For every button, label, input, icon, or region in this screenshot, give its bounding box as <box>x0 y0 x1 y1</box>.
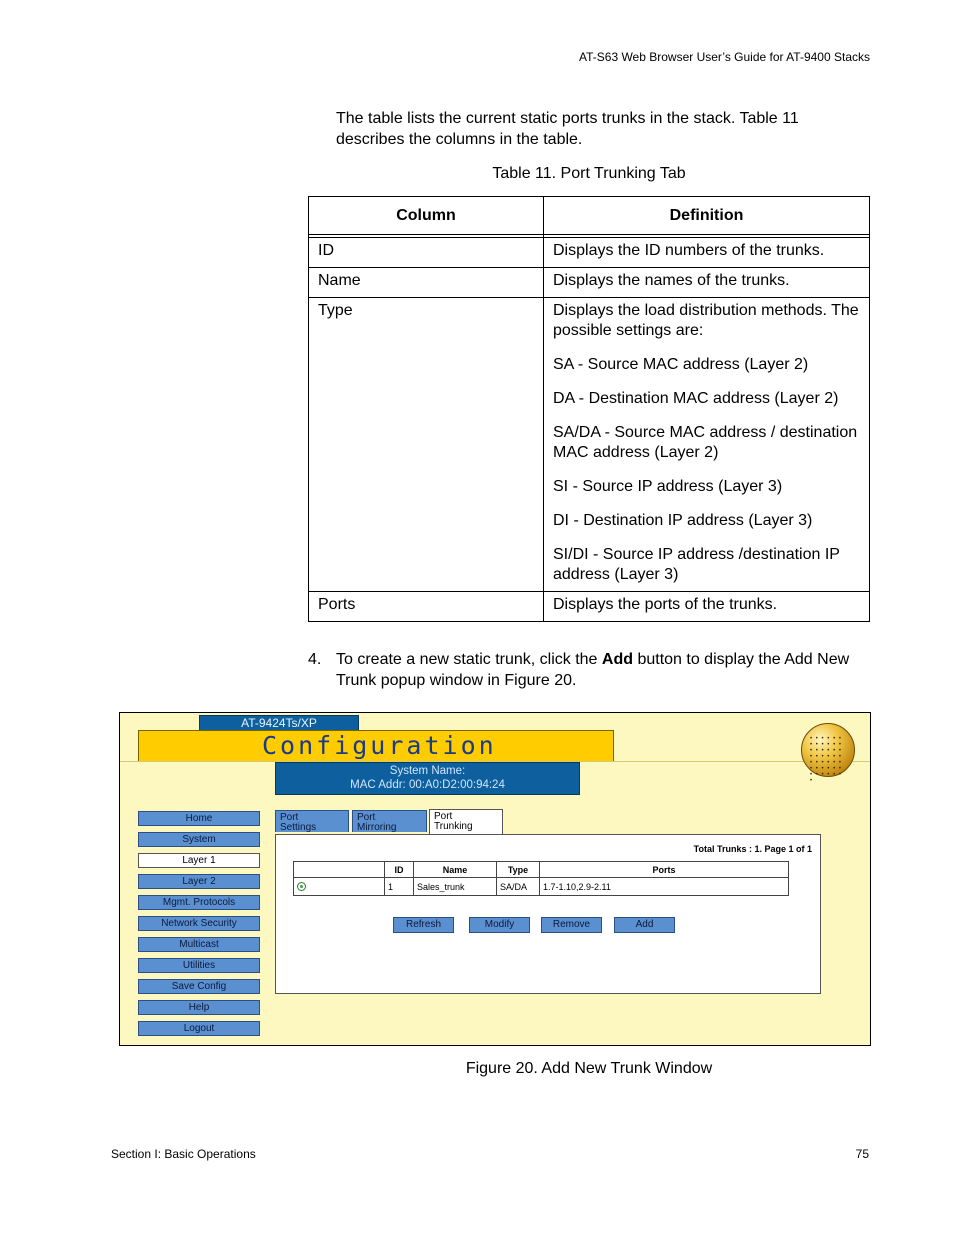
nav-layer-1[interactable]: Layer 1 <box>138 853 260 868</box>
tab-port-settings[interactable]: Port Settings <box>275 810 349 832</box>
figure-screenshot <box>119 712 871 1046</box>
nav-help[interactable]: Help <box>138 1000 260 1015</box>
step-text: To create a new static trunk, click the Add button to display the Add New Trunk popup window in Figure 20. <box>336 651 850 689</box>
running-header: AT-S63 Web Browser User’s Guide for AT-9400 Stacks <box>578 50 870 64</box>
type-header: Type <box>497 862 540 878</box>
row-definition: Displays the ID numbers of the trunks. <box>544 238 870 268</box>
table-row <box>309 592 870 622</box>
nav-layer-2[interactable]: Layer 2 <box>138 874 260 889</box>
model-label: AT-9424Ts/XP <box>199 715 359 732</box>
row-column: Name <box>309 268 544 298</box>
remove-button[interactable]: Remove <box>541 917 602 933</box>
table-caption: Table 11. Port Trunking Tab <box>492 165 686 182</box>
name-header: Name <box>414 862 497 878</box>
tab-port-trunking[interactable]: Port Trunking <box>429 809 503 834</box>
row-definition: Displays the ports of the trunks. <box>544 592 870 622</box>
nav-mgmt-protocols[interactable]: Mgmt. Protocols <box>138 895 260 910</box>
step-number: 4. <box>308 651 322 668</box>
id-header: ID <box>385 862 414 878</box>
tab-port-mirroring[interactable]: Port Mirroring <box>352 810 427 832</box>
table-row <box>309 298 870 592</box>
nav-save-config[interactable]: Save Config <box>138 979 260 994</box>
row-column: ID <box>309 238 544 268</box>
trunk-name: Sales_trunk <box>414 878 497 896</box>
footer-section: Section I: Basic Operations <box>111 1147 256 1161</box>
mac-address: MAC Addr: 00:A0:D2:00:94:24 <box>350 779 505 791</box>
refresh-button[interactable]: Refresh <box>393 917 454 933</box>
nav-network-security[interactable]: Network Security <box>138 916 260 931</box>
nav-multicast[interactable]: Multicast <box>138 937 260 952</box>
nav-home[interactable]: Home <box>138 811 260 826</box>
definition-table <box>308 196 870 622</box>
trunk-ports: 1.7-1.10,2.9-2.11 <box>540 878 789 896</box>
intro-paragraph: The table lists the current static ports trunks in the stack. Table 11 describes the columns in the table. <box>336 110 799 148</box>
trunk-table <box>293 861 789 896</box>
trunk-type: SA/DA <box>497 878 540 896</box>
nav-utilities[interactable]: Utilities <box>138 958 260 973</box>
row-column: Ports <box>309 592 544 622</box>
table-row <box>309 268 870 298</box>
modify-button[interactable]: Modify <box>469 917 530 933</box>
ports-header: Ports <box>540 862 789 878</box>
add-button[interactable]: Add <box>614 917 675 933</box>
table-row[interactable] <box>294 878 789 896</box>
page-number: 75 <box>855 1147 869 1161</box>
definition-header: Definition <box>544 197 870 235</box>
radio-button[interactable] <box>297 882 306 891</box>
trunk-id: 1 <box>385 878 414 896</box>
figure-caption: Figure 20. Add New Trunk Window <box>465 1060 713 1077</box>
configuration-title: Configuration <box>262 731 497 760</box>
row-definition: Displays the names of the trunks. <box>544 268 870 298</box>
globe-logo-icon: • • • • • • • • • • • • • • • • • • • • • • • • • • • • • • • • • • • • • • • • • • • <box>801 723 855 777</box>
column-header: Column <box>309 197 544 235</box>
nav-logout[interactable]: Logout <box>138 1021 260 1036</box>
row-column: Type <box>309 298 544 592</box>
row-definition: Displays the load distribution methods. The possible settings are: SA - Source MAC address (Layer 2) DA - Destination MAC address (Layer 2) SA/DA - Source MAC address / destination MAC address (Layer 2) SI - Source IP address (Layer 3) DI - Destination IP address (Layer 3) SI/DI - Source IP address /destination IP address (Layer 3) <box>544 298 870 592</box>
table-row <box>309 238 870 268</box>
nav-system[interactable]: System <box>138 832 260 847</box>
trunk-panel <box>275 834 821 994</box>
select-cell[interactable] <box>294 878 385 896</box>
add-emphasis: Add <box>601 651 633 668</box>
total-trunks: Total Trunks : 1. Page 1 of 1 <box>693 844 812 854</box>
system-info-box <box>275 762 580 795</box>
system-name-label: System Name: <box>389 765 466 777</box>
